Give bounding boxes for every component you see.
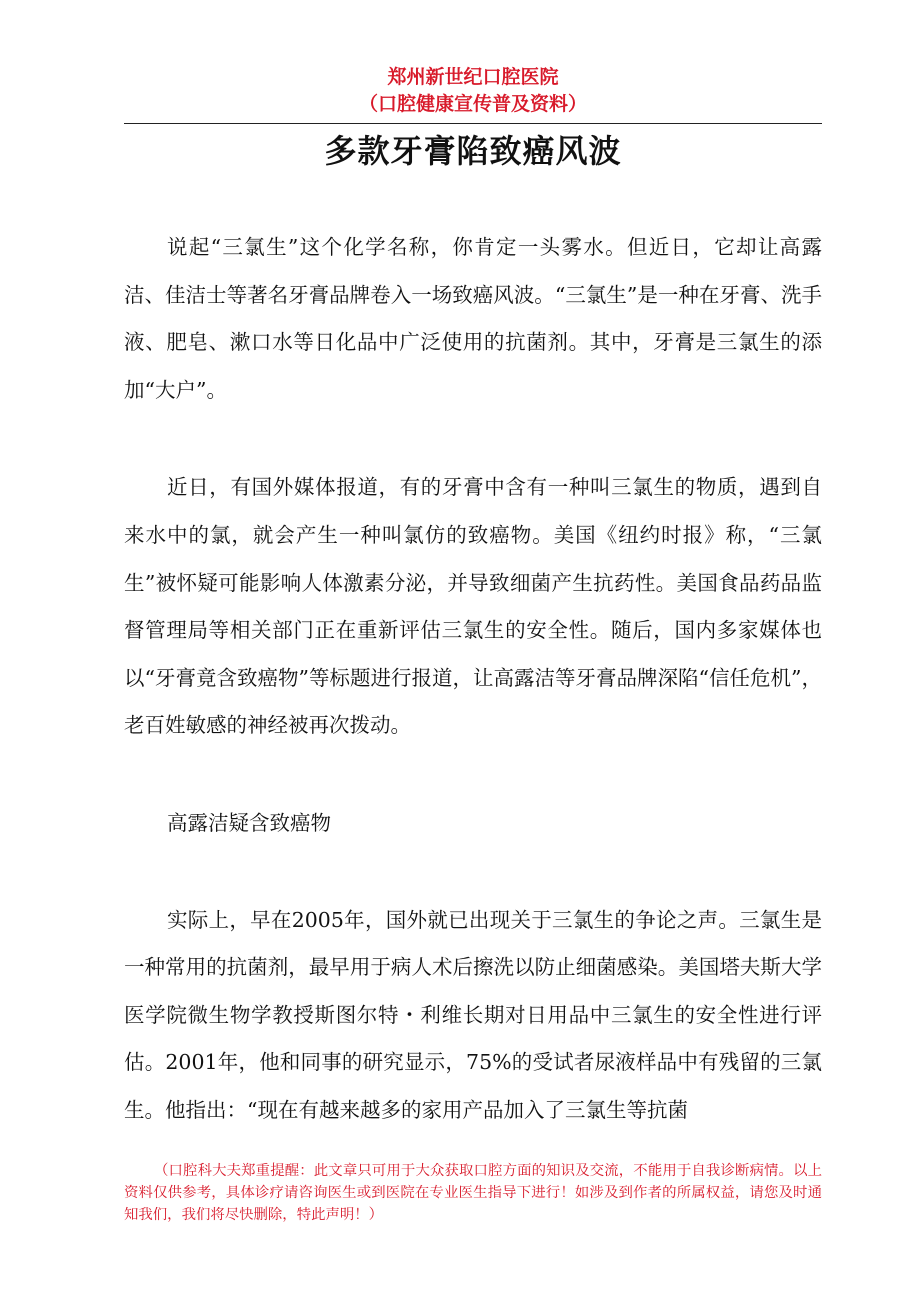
- hospital-name: 郑州新世纪口腔医院: [387, 66, 559, 88]
- paragraph-3: 实际上，早在2005年，国外就已出现关于三氯生的争论之声。三氯生是一种常用的抗菌剂，最早用于病人术后擦洗以防止细菌感染。美国塔夫斯大学医学院微生物学教授斯图尔特・利维长期对日用品中三氯生的安全性进行评估。2001年，他和同事的研究显示，75%的受试者尿液样品中有残留的三氯生。他指出：“现在有越来越多的家用产品加入了三氯生等抗菌: [124, 907, 822, 1122]
- header-divider: [124, 123, 822, 124]
- article-title: 多款牙膏陷致癌风波: [324, 132, 622, 170]
- footer-disclaimer: （口腔科大夫郑重提醒：此文章只可用于大众获取口腔方面的知识及交流，不能用于自我诊断病情。以上资料仅供参考，具体诊疗请咨询医生或到医院在专业医生指导下进行！如涉及到作者的所属权益，请您及时通知我们，我们将尽快删除，特此声明！）: [124, 1163, 822, 1223]
- paragraph-2: 近日，有国外媒体报道，有的牙膏中含有一种叫三氯生的物质，遇到自来水中的氯，就会产生一种叫氯仿的致癌物。美国《纽约时报》称，“三氯生”被怀疑可能影响人体激素分泌，并导致细菌产生抗药性。美国食品药品监督管理局等相关部门正在重新评估三氯生的安全性。随后，国内多家媒体也以“牙膏竟含致癌物”等标题进行报道，让高露洁等牙膏品牌深陷“信任危机”，老百姓敏感的神经被再次拨动。: [124, 475, 822, 738]
- article-body: [124, 224, 822, 1135]
- header-subtitle: （口腔健康宣传普及资料）: [358, 93, 587, 115]
- hospital-header: [124, 64, 822, 118]
- paragraph-1: 说起“三氯生”这个化学名称，你肯定一头雾水。但近日，它却让高露洁、佳洁士等著名牙膏品牌卷入一场致癌风波。“三氯生”是一种在牙膏、洗手液、肥皂、漱口水等日化品中广泛使用的抗菌剂。其中，牙膏是三氯生的添加“大户”。: [124, 235, 822, 402]
- section-subheading: 高露洁疑含致癌物: [167, 810, 331, 835]
